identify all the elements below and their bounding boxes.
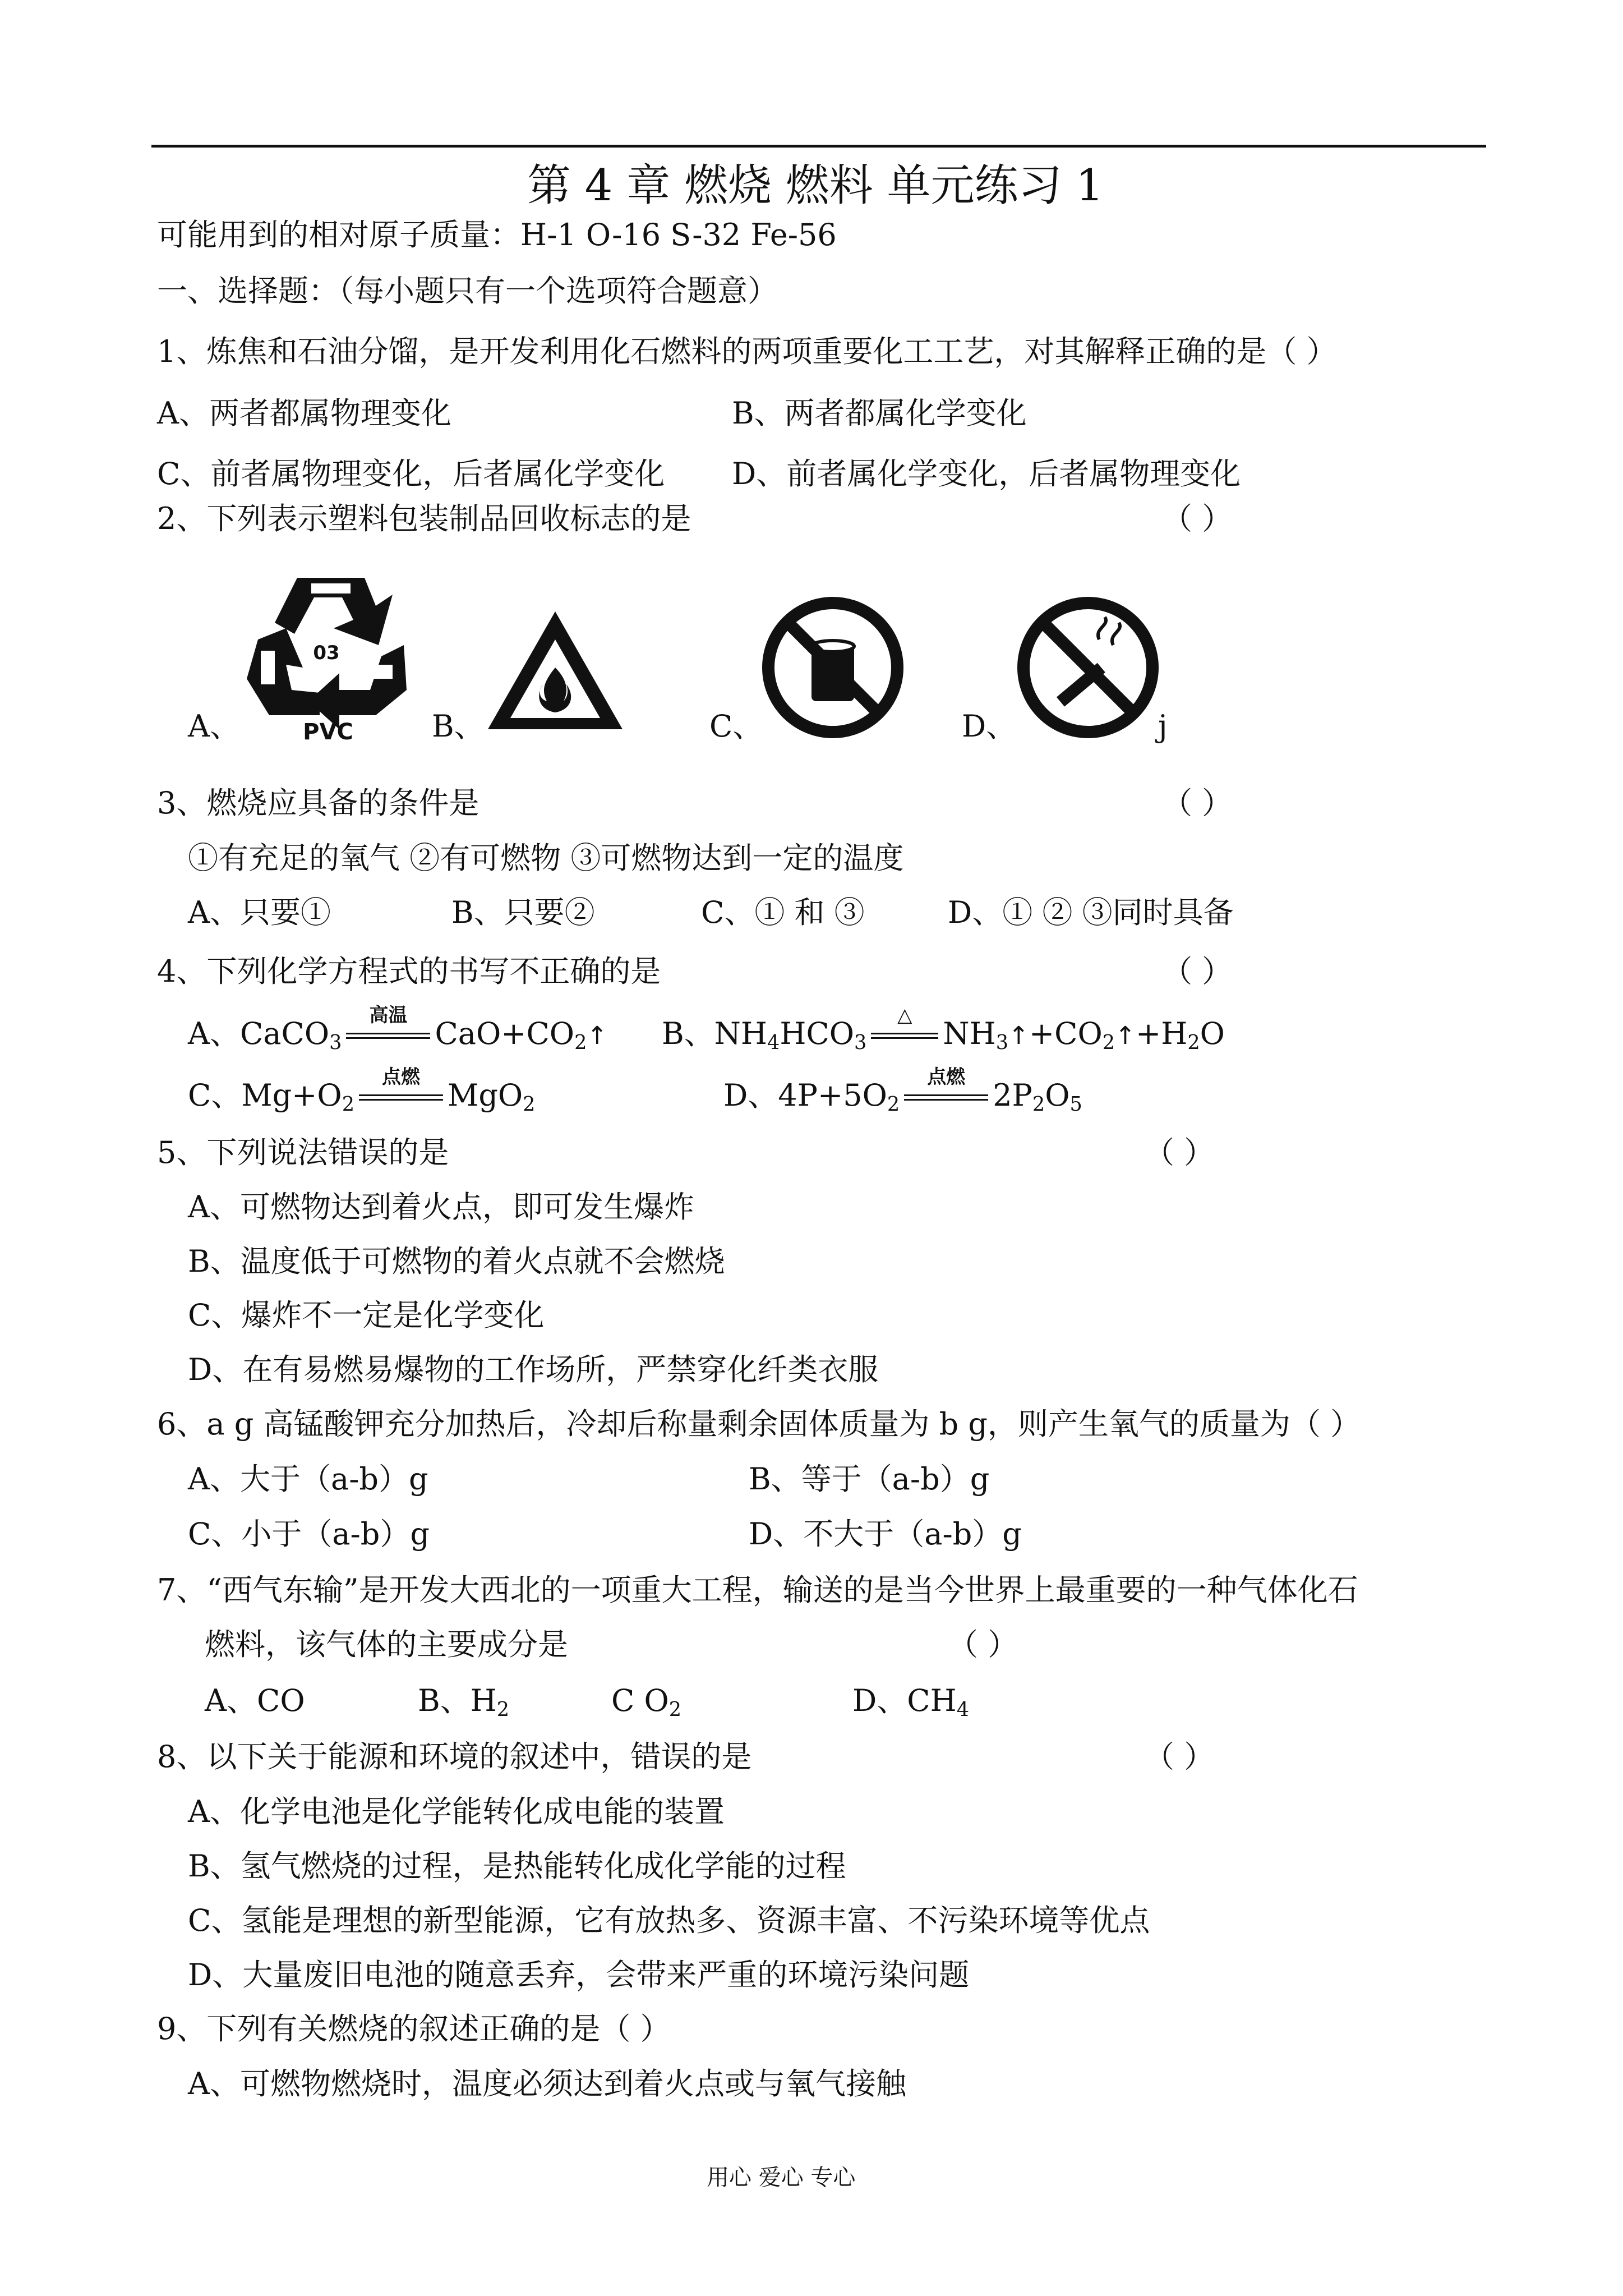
q2-stem: 2、下列表示塑料包装制品回收标志的是 bbox=[157, 501, 691, 536]
q6-option-b: B、等于（a-b）g bbox=[749, 1461, 990, 1497]
q2-option-d: D、 bbox=[962, 708, 1017, 744]
q5-option-d: D、在有易燃易爆物的工作场所，严禁穿化纤类衣服 bbox=[188, 1352, 879, 1387]
q5-stem: 5、下列说法错误的是 bbox=[157, 1135, 449, 1170]
q6-stem: 6、a g 高锰酸钾充分加热后，冷却后称量剩余固体质量为 b g，则产生氧气的质量为（ ） bbox=[157, 1406, 1361, 1442]
condition-heat: △ bbox=[871, 1018, 938, 1046]
q8-stem: 8、以下关于能源和环境的叙述中，错误的是 bbox=[157, 1739, 752, 1774]
recycle-code: PVC bbox=[303, 719, 353, 740]
q8-option-b: B、氢气燃烧的过程，是热能转化成化学能的过程 bbox=[188, 1848, 846, 1884]
q5-option-c: C、爆炸不一定是化学变化 bbox=[188, 1297, 545, 1333]
q3-answer-paren: （ ） bbox=[1162, 785, 1233, 821]
condition-ignite: 点燃 bbox=[904, 1080, 988, 1108]
gas-arrow-icon: ↑ bbox=[1008, 1022, 1029, 1050]
q8-option-d: D、大量废旧电池的随意丢弃，会带来严重的环境污染问题 bbox=[188, 1957, 970, 1993]
q7-answer-paren: （ ） bbox=[948, 1627, 1018, 1662]
q2-option-a: A、 bbox=[188, 708, 240, 744]
q3-stem: 3、燃烧应具备的条件是 bbox=[157, 785, 479, 821]
q8-answer-paren: （ ） bbox=[1144, 1739, 1215, 1774]
q2-option-c: C、 bbox=[709, 708, 763, 744]
recycle-number: 03 bbox=[313, 642, 340, 664]
q7-option-d: D、$CH_4$ bbox=[852, 1683, 970, 1721]
page-footer: 用心 爱心 专心 bbox=[707, 2165, 856, 2191]
flammable-warning-icon bbox=[482, 606, 628, 735]
q7-option-c: C $O_2$ bbox=[611, 1683, 682, 1721]
q9-stem: 9、下列有关燃烧的叙述正确的是（ ） bbox=[157, 2011, 671, 2046]
q4-option-b: B、$NH_4HCO_3$ △ $NH_3↑+CO_2↑+H_2O$ bbox=[662, 1004, 1225, 1054]
section-heading: 一、选择题：（每小题只有一个选项符合题意） bbox=[157, 273, 778, 309]
q4-option-a: A、CaCO$_3$ 高温 $CaO+CO_2↑$ bbox=[188, 1004, 608, 1054]
gas-arrow-icon: ↑ bbox=[587, 1022, 608, 1050]
q2-answer-paren: （ ） bbox=[1162, 501, 1233, 536]
q8-option-c: C、氢能是理想的新型能源，它有放热多、资源丰富、不污染环境等优点 bbox=[188, 1903, 1150, 1938]
q7-stem-line2: 燃料，该气体的主要成分是 bbox=[205, 1627, 568, 1662]
q2-option-b: B、 bbox=[432, 708, 485, 744]
no-storage-icon bbox=[760, 595, 906, 740]
gas-arrow-icon: ↑ bbox=[1115, 1022, 1136, 1050]
condition-ignite: 点燃 bbox=[359, 1080, 443, 1108]
q5-answer-paren: （ ） bbox=[1144, 1135, 1215, 1170]
q7-option-b: B、$H_2$ bbox=[418, 1683, 510, 1721]
q3-option-c: C、① 和 ③ bbox=[701, 895, 865, 930]
no-smoking-icon bbox=[1015, 595, 1161, 740]
q6-option-a: A、大于（a-b）g bbox=[188, 1461, 428, 1497]
q7-stem-line1: 7、“西气东输”是开发大西北的一项重大工程，输送的是当今世界上最重要的一种气体化石 bbox=[157, 1572, 1358, 1608]
q5-option-b: B、温度低于可燃物的着火点就不会燃烧 bbox=[188, 1244, 725, 1279]
page-title: 第 4 章 燃烧 燃料 单元练习 1 bbox=[527, 160, 1104, 211]
q1-option-a: A、两者都属物理变化 bbox=[157, 395, 451, 431]
q4-option-c: C、$Mg+O_2$ 点燃 MgO$_2$ bbox=[188, 1066, 536, 1116]
q2-stray-mark: j bbox=[1158, 708, 1168, 744]
q6-option-d: D、不大于（a-b）g bbox=[749, 1516, 1022, 1552]
q8-option-a: A、化学电池是化学能转化成电能的装置 bbox=[188, 1794, 725, 1829]
atomic-masses: 可能用到的相对原子质量：H-1 O-16 S-32 Fe-56 bbox=[157, 217, 837, 252]
q3-conditions: ①有充足的氧气 ②有可燃物 ③可燃物达到一定的温度 bbox=[188, 840, 904, 876]
q3-option-a: A、只要① bbox=[188, 895, 331, 930]
q7-option-a: A、CO bbox=[205, 1683, 305, 1718]
q4-option-d: D、$4P+5O_2$ 点燃 $2P_2O_5$ bbox=[723, 1066, 1082, 1116]
q1-stem: 1、炼焦和石油分馏，是开发利用化石燃料的两项重要化工工艺，对其解释正确的是（ ） bbox=[157, 334, 1337, 369]
q4-stem: 4、下列化学方程式的书写不正确的是 bbox=[157, 954, 661, 989]
q3-option-b: B、只要② bbox=[451, 895, 595, 930]
condition-high-temp: 高温 bbox=[346, 1018, 430, 1046]
header-rule bbox=[151, 145, 1486, 148]
q1-option-d: D、前者属化学变化，后者属物理变化 bbox=[732, 456, 1241, 491]
q6-option-c: C、小于（a-b）g bbox=[188, 1516, 430, 1552]
q4-answer-paren: （ ） bbox=[1162, 954, 1233, 989]
q3-option-d: D、① ② ③同时具备 bbox=[948, 895, 1234, 930]
q1-option-c: C、前者属物理变化，后者属化学变化 bbox=[157, 456, 665, 491]
recycle-pvc-icon bbox=[236, 561, 415, 740]
q1-option-b: B、两者都属化学变化 bbox=[732, 395, 1027, 431]
q5-option-a: A、可燃物达到着火点，即可发生爆炸 bbox=[188, 1189, 694, 1225]
q9-option-a: A、可燃物燃烧时，温度必须达到着火点或与氧气接触 bbox=[188, 2066, 906, 2101]
